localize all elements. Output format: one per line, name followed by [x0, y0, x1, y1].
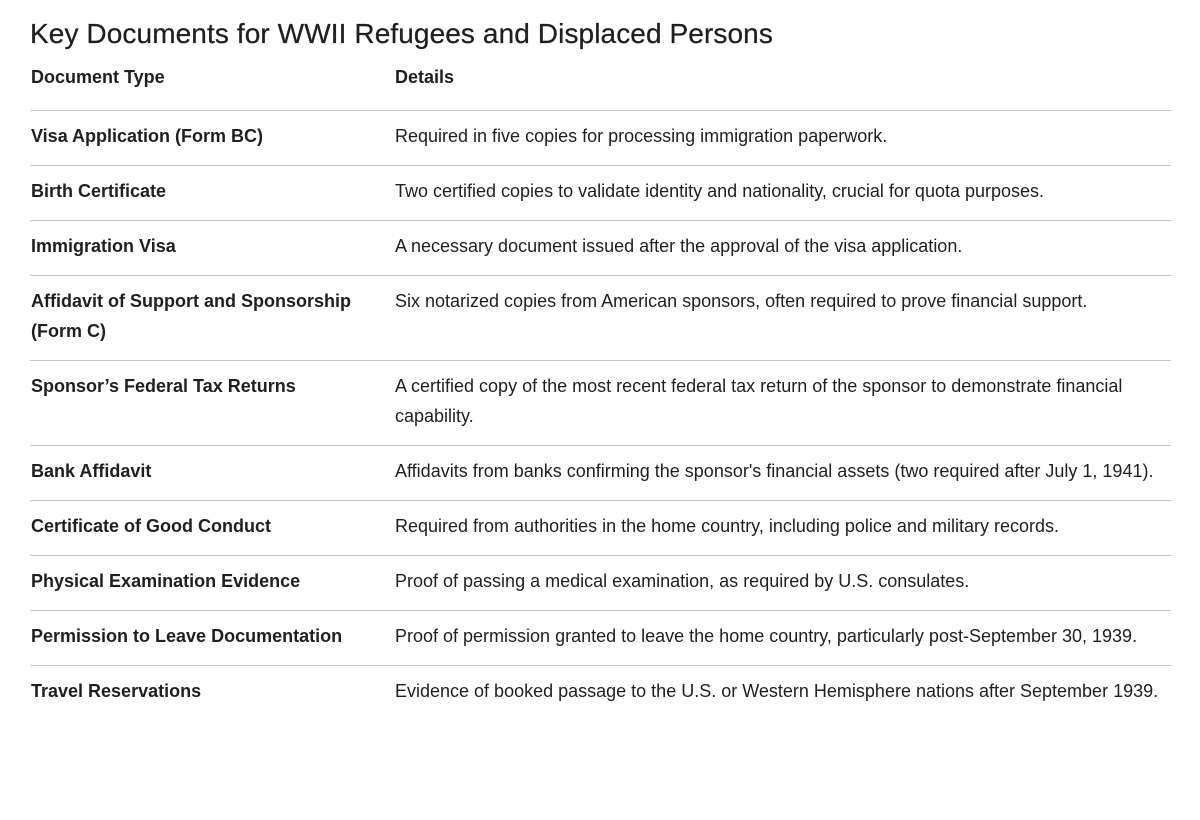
document-details-cell: A certified copy of the most recent federal tax return of the sponsor to demonstrate financial capability. — [395, 361, 1171, 446]
document-type-cell: Travel Reservations — [31, 681, 202, 701]
document-details-cell: Required in five copies for processing immigration paperwork. — [395, 111, 1171, 166]
document-details-cell: Affidavits from banks confirming the sponsor's financial assets (two required after July 1, 1941). — [395, 446, 1171, 501]
table-row — [30, 276, 1171, 361]
document-details-cell: Two certified copies to validate identity and nationality, crucial for quota purposes. — [395, 166, 1171, 221]
table-row — [30, 221, 1171, 276]
document-type-cell: Physical Examination Evidence — [30, 556, 395, 611]
document-details-cell: Evidence of booked passage to the U.S. or Western Hemisphere nations after September 1939. — [395, 681, 1159, 701]
document-page — [30, 0, 1171, 720]
document-details-cell: A necessary document issued after the approval of the visa application. — [395, 221, 1171, 276]
document-details-cell: Proof of permission granted to leave the home country, particularly post-September 30, 1939. — [395, 611, 1171, 666]
document-type-cell: Sponsor’s Federal Tax Returns — [30, 361, 395, 446]
table-row — [30, 111, 1171, 166]
column-header-document-type: Document Type — [30, 65, 395, 111]
column-header-details: Details — [395, 65, 1171, 111]
table-row — [30, 361, 1171, 446]
table-header — [30, 65, 1171, 111]
document-type-cell: Immigration Visa — [30, 221, 395, 276]
document-type-cell: Affidavit of Support and Sponsorship (Form C) — [30, 276, 395, 361]
document-type-cell: Bank Affidavit — [30, 446, 395, 501]
table-header-row — [30, 65, 1171, 111]
table-row — [30, 611, 1171, 666]
document-type-cell: Visa Application (Form BC) — [30, 111, 395, 166]
table-body — [30, 111, 1171, 721]
table-row — [30, 556, 1171, 611]
document-type-cell: Permission to Leave Documentation — [30, 611, 395, 666]
table-row — [30, 501, 1171, 556]
document-type-cell: Certificate of Good Conduct — [30, 501, 395, 556]
document-details-cell: Six notarized copies from American sponsors, often required to prove financial support. — [395, 276, 1171, 361]
page-title: Key Documents for WWII Refugees and Displaced Persons — [30, 18, 773, 49]
table-row — [30, 666, 1171, 721]
document-details-cell: Required from authorities in the home country, including police and military records. — [395, 501, 1171, 556]
table-row — [30, 446, 1171, 501]
documents-table — [30, 65, 1171, 720]
document-details-cell: Proof of passing a medical examination, as required by U.S. consulates. — [395, 556, 1171, 611]
document-type-cell: Birth Certificate — [30, 166, 395, 221]
table-row — [30, 166, 1171, 221]
